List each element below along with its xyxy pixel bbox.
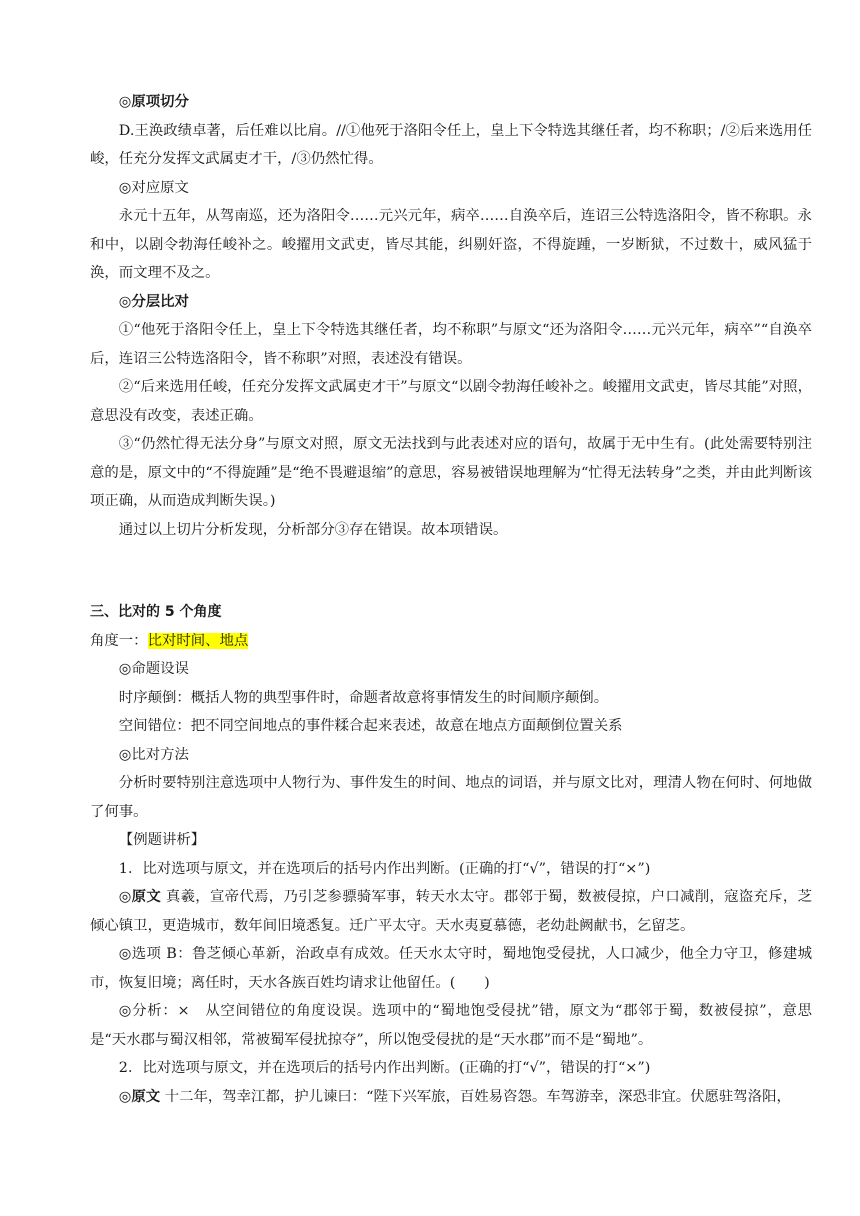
original-label: ◎原文 [118, 1087, 161, 1105]
original-text: 十二年，驾幸江都，护儿谏曰：“陛下兴军旅，百姓易咨怨。车驾游幸，深恐非宜。伏愿驻驾洛阳， [160, 1088, 791, 1105]
subheading-error-design: ◎命题设误 [118, 661, 189, 677]
question-1-original [90, 883, 812, 940]
question-2-original [90, 1083, 812, 1112]
angle-one-prefix: 角度一： [90, 632, 148, 649]
document-body [90, 88, 812, 1111]
original-text: 真羲，宣帝代焉，乃引芝参骠骑军事，转天水太守。郡邻于蜀，数被侵掠，户口减削，寇盗充斥，芝倾心镇卫，更造城市，数年间旧境悉复。迁广平太守。天水夷夏慕德，老幼赴阙献书，乞留芝。 [90, 889, 813, 934]
comparison-point-2: ②“后来选用任峻，任充分发挥文武属吏才干”与原文“以剧令勃海任峻补之。峻擢用文武吏，皆尽其能”对照，意思没有改变，表述正确。 [90, 379, 812, 424]
question-2-prompt: 2．比对选项与原文，并在选项后的括号内作出判断。(正确的打“√”，错误的打“×”) [118, 1060, 651, 1076]
comparison-point-3: ③“仍然忙得无法分身”与原文对照，原文无法找到与此表述对应的语句，故属于无中生有。(此处需要特别注意的是，原文中的“不得旋踵”是“绝不畏避退缩”的意思，容易被错误地理解为“忙得无法转身”之类，并由此判断该项正确，从而造成判断失误。) [90, 436, 812, 509]
section-spacer [90, 544, 812, 598]
question-1-analysis: ◎分析：× 从空间错位的角度设误。选项中的“蜀地饱受侵扰”错，原文为“郡邻于蜀，数被侵掠”，意思是“天水郡与蜀汉相邻，常被蜀军侵扰掠夺”，所以饱受侵扰的是“天水郡”而不是“蜀地”。 [90, 1003, 812, 1048]
subheading-layered-comparison: ◎分层比对 [118, 292, 189, 310]
subheading-original-split: ◎原项切分 [118, 93, 189, 110]
subheading-corresponding-text: ◎对应原文 [118, 179, 189, 196]
example-heading: 【例题讲析】 [118, 832, 206, 848]
original-passage: 永元十五年，从驾南巡，还为洛阳令……元兴元年，病卒……自涣卒后，连诏三公特选洛阳令，皆不称职。永和中，以剧令勃海任峻补之。峻擢用文武吏，皆尽其能，纠剔奸盗，不得旋踵，一岁断狱，不过数十，威风猛于涣，而文理不及之。 [90, 208, 812, 281]
angle-one-highlight: 比对时间、地点 [147, 632, 249, 649]
space-misplacement-text: 空间错位：把不同空间地点的事件糅合起来表述，故意在地点方面颠倒位置关系 [118, 718, 623, 734]
conclusion: 通过以上切片分析发现，分析部分③存在错误。故本项错误。 [118, 521, 508, 538]
section-heading: 三、比对的 5 个角度 [90, 604, 222, 620]
original-label: ◎原文 [118, 888, 162, 905]
angle-one-line [90, 627, 812, 656]
option-d-text: D.王涣政绩卓著，后任难以比肩。//①他死于洛阳令任上，皇上下令特选其继任者，均不称职；/②后来选用任峻，任充分发挥文武属吏才干，/③仍然忙得。 [90, 122, 812, 167]
question-1-prompt: 1．比对选项与原文，并在选项后的括号内作出判断。(正确的打“√”，错误的打“×”) [118, 860, 651, 877]
method-text: 分析时要特别注意选项中人物行为、事件发生的时间、地点的词语，并与原文比对，理清人物在何时、何地做了何事。 [90, 775, 812, 820]
question-1-option-b: ◎选项 B：鲁芝倾心革新，治政卓有成效。任天水太守时，蜀地饱受侵扰，人口减少，他全力守卫，修建城市，恢复旧境；离任时，天水各族百姓均请求让他留任。( ) [90, 946, 812, 991]
subheading-comparison-method: ◎比对方法 [118, 746, 189, 763]
time-reversal-text: 时序颠倒：概括人物的典型事件时，命题者故意将事情发生的时间顺序颠倒。 [118, 689, 609, 706]
comparison-point-1: ①“他死于洛阳令任上，皇上下令特选其继任者，均不称职”与原文“还为洛阳令……元兴元年，病卒”“自涣卒后，连诏三公特选洛阳令，皆不称职”对照，表述没有错误。 [90, 322, 812, 367]
